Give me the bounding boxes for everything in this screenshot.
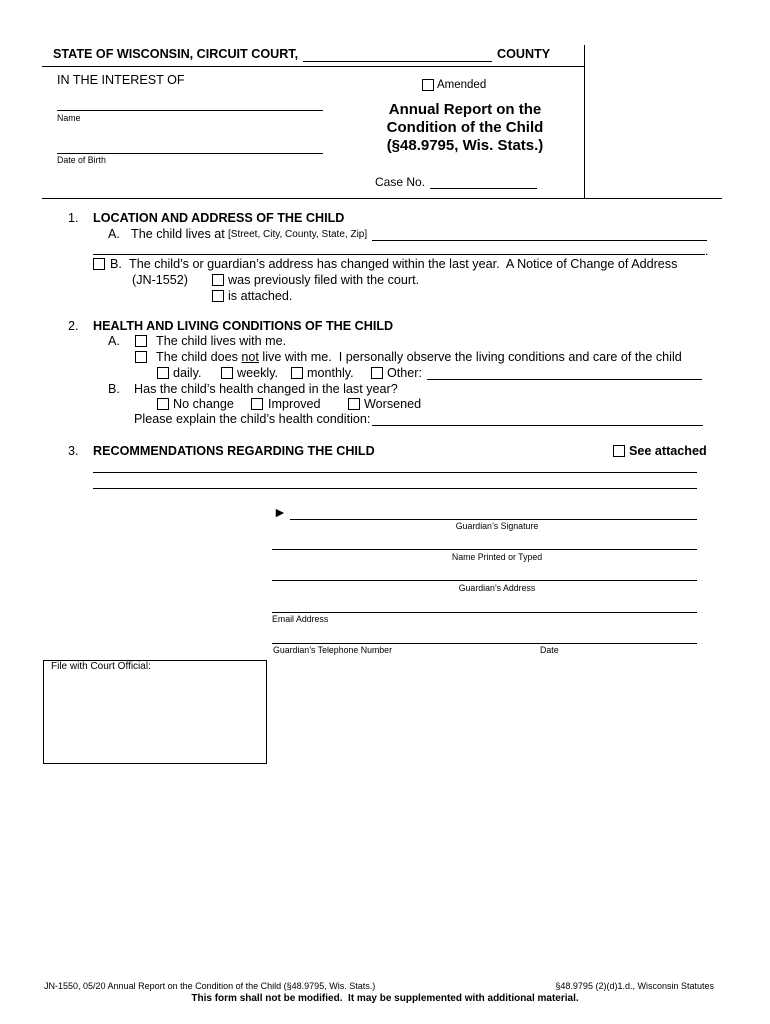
form-title-line-3: (§48.9795, Wis. Stats.) <box>386 137 544 154</box>
address-line-period: . <box>705 244 709 258</box>
other-frequency-field[interactable] <box>427 379 702 380</box>
footer-form-id: JN-1550, 05/20 Annual Report on the Condition of the Child (§48.9795, Wis. Stats.) <box>44 981 376 991</box>
monthly-checkbox[interactable] <box>291 367 303 379</box>
weekly-label: weekly. <box>237 366 279 380</box>
date-label: Date <box>540 645 559 655</box>
telephone-and-date-field[interactable] <box>272 643 697 644</box>
county-field[interactable] <box>303 61 492 62</box>
case-number-field[interactable] <box>430 188 537 189</box>
guardian-printed-name-field[interactable] <box>272 549 697 550</box>
notice-previously-filed-label: was previously filed with the court. <box>228 273 420 287</box>
amended-label: Amended <box>437 79 487 91</box>
child-dob-label: Date of Birth <box>57 155 106 165</box>
section-1-heading: LOCATION AND ADDRESS OF THE CHILD <box>93 211 345 225</box>
does-not-live-text-end: live with me. I personally observe the living conditions and care of the child <box>258 350 682 364</box>
section-2-a-letter: A. <box>108 334 120 348</box>
worsened-label: Worsened <box>364 397 422 411</box>
does-not-live-with-me-label <box>156 350 682 365</box>
guardian-address-label: Guardian’s Address <box>458 583 536 593</box>
health-explanation-field[interactable] <box>372 425 703 426</box>
caption-bottom-rule <box>42 198 722 199</box>
notice-attached-checkbox[interactable] <box>212 290 224 302</box>
child-address-field-line-2[interactable] <box>93 254 705 255</box>
guardian-address-field[interactable] <box>272 580 697 581</box>
case-number-label: Case No. <box>375 175 426 189</box>
see-attached-label: See attached <box>629 444 707 458</box>
amended-checkbox[interactable] <box>422 79 434 91</box>
see-attached-checkbox[interactable] <box>613 445 625 457</box>
other-frequency-checkbox[interactable] <box>371 367 383 379</box>
email-address-field[interactable] <box>272 612 697 613</box>
section-2-b-letter: B. <box>108 382 120 396</box>
notice-attached-label: is attached. <box>228 289 293 303</box>
footer-statute: §48.9795 (2)(d)1.d., Wisconsin Statutes <box>555 981 714 991</box>
guardian-signature-label: Guardian’s Signature <box>455 521 539 531</box>
section-2-number: 2. <box>68 319 79 333</box>
section-1-a-letter: A. <box>108 227 120 241</box>
daily-label: daily. <box>173 366 202 380</box>
child-dob-field[interactable] <box>57 153 323 154</box>
health-changed-question: Has the child’s health changed in the last year? <box>134 382 398 396</box>
county-label: COUNTY <box>497 47 551 61</box>
notice-form-number: (JN-1552) <box>132 273 188 287</box>
improved-label: Improved <box>268 397 321 411</box>
footer-notice: This form shall not be modified. It may be supplemented with additional material. <box>191 993 579 1004</box>
child-lives-at-label: The child lives at <box>131 227 225 241</box>
address-format-hint: [Street, City, County, State, Zip] <box>228 229 368 240</box>
guardian-signature-field[interactable] <box>290 519 697 520</box>
address-changed-checkbox[interactable] <box>93 258 105 270</box>
recommendations-field-line-2[interactable] <box>93 488 697 489</box>
weekly-checkbox[interactable] <box>221 367 233 379</box>
caption-right-rule <box>584 45 585 198</box>
recommendations-field-line-1[interactable] <box>93 472 697 473</box>
form-title-line-2: Condition of the Child <box>386 119 544 136</box>
section-3-heading: RECOMMENDATIONS REGARDING THE CHILD <box>93 444 375 458</box>
telephone-label: Guardian’s Telephone Number <box>273 645 392 655</box>
child-name-label: Name <box>57 113 81 123</box>
improved-checkbox[interactable] <box>251 398 263 410</box>
form-title-line-1: Annual Report on the <box>388 101 542 118</box>
health-explain-label: Please explain the child’s health condition: <box>134 412 371 426</box>
lives-with-me-label: The child lives with me. <box>156 334 287 348</box>
email-address-label: Email Address <box>272 614 329 624</box>
other-frequency-label: Other: <box>387 366 422 380</box>
section-1-b-letter: B. <box>110 257 122 271</box>
in-the-interest-of-label: IN THE INTEREST OF <box>57 73 185 87</box>
court-caption: STATE OF WISCONSIN, CIRCUIT COURT, <box>53 47 299 61</box>
does-not-live-text-start: The child does <box>156 350 242 364</box>
child-name-field[interactable] <box>57 110 323 111</box>
worsened-checkbox[interactable] <box>348 398 360 410</box>
caption-divider <box>42 66 584 67</box>
notice-previously-filed-checkbox[interactable] <box>212 274 224 286</box>
section-1-number: 1. <box>68 211 79 225</box>
section-3-number: 3. <box>68 444 79 458</box>
signature-arrow-icon: ► <box>273 504 287 520</box>
file-with-court-official-label: File with Court Official: <box>51 661 151 672</box>
no-change-checkbox[interactable] <box>157 398 169 410</box>
not-emphasis: not <box>241 350 259 364</box>
daily-checkbox[interactable] <box>157 367 169 379</box>
monthly-label: monthly. <box>307 366 354 380</box>
does-not-live-with-me-checkbox[interactable] <box>135 351 147 363</box>
lives-with-me-checkbox[interactable] <box>135 335 147 347</box>
address-changed-text: The child’s or guardian’s address has changed within the last year. A Notice of Change of Address <box>129 257 678 271</box>
child-address-field[interactable] <box>372 240 707 241</box>
file-with-court-official-box <box>43 660 267 764</box>
printed-name-label: Name Printed or Typed <box>451 552 543 562</box>
no-change-label: No change <box>173 397 234 411</box>
section-2-heading: HEALTH AND LIVING CONDITIONS OF THE CHILD <box>93 319 394 333</box>
